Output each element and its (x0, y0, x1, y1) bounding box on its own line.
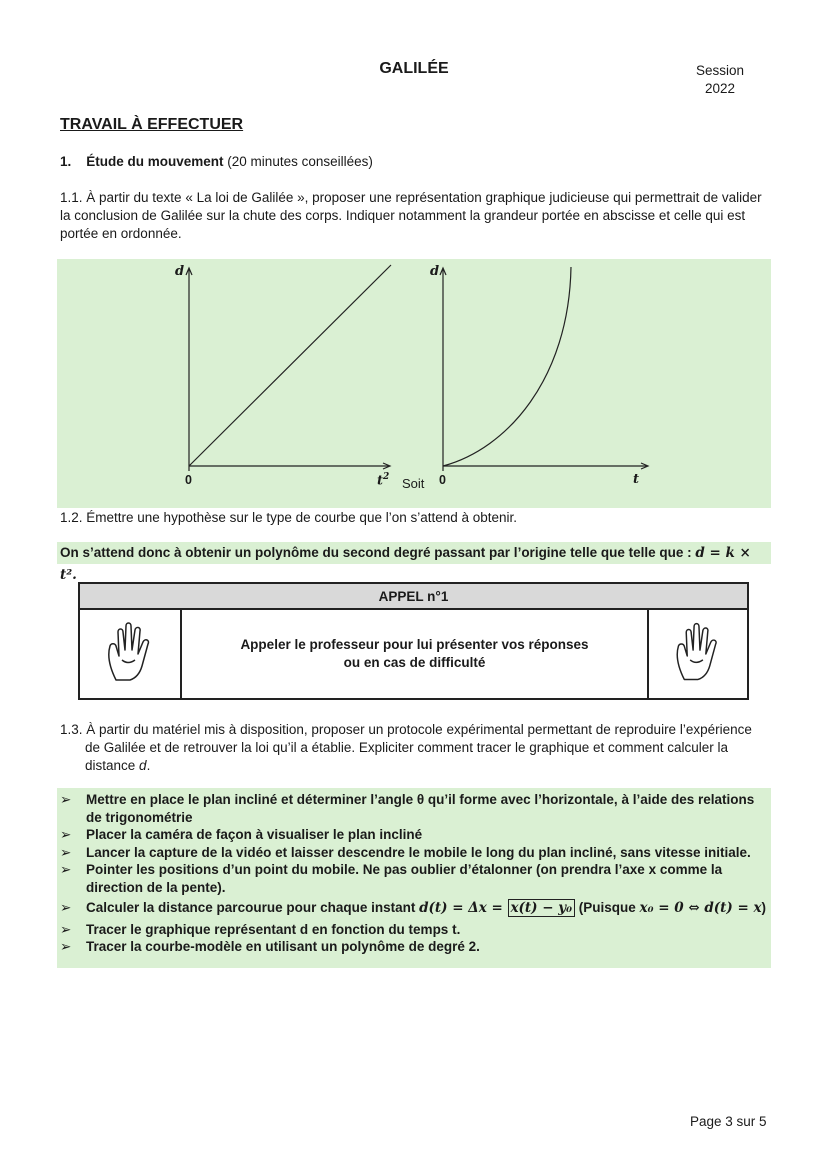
part1-title: Étude du mouvement (86, 154, 224, 169)
arrow-bullet-icon: ➢ (60, 844, 72, 860)
question-1-2: 1.2. Émettre une hypothèse sur le type de courbe que l’on s’attend à obtenir. (60, 510, 518, 525)
q13-line3 (60, 757, 772, 775)
document-title: GALILÉE (379, 60, 449, 77)
q13-line2: de Galilée et de retrouver la loi qu’il a établie. Expliciter comment tracer le graphique et comment calculer la (85, 740, 729, 755)
appel-message (180, 610, 649, 698)
graphs-panel (57, 259, 771, 508)
graph-left-xlabel (377, 472, 389, 488)
page-number: Page 3 sur 5 (690, 1114, 767, 1129)
appel-line2: ou en cas de difficulté (343, 655, 486, 670)
graph-left-ylabel: d (175, 264, 185, 279)
session-year: 2022 (704, 81, 736, 96)
q13-line3-text: distance (85, 758, 140, 773)
protocol-item5-formula2: x₀ = 0 ⇔ d(t) = x (639, 900, 762, 916)
q13-line1: 1.3. À partir du matériel mis à disposition, proposer un protocole expérimental permettant de reproduire l’expérience (60, 722, 752, 737)
protocol-item (60, 938, 768, 956)
protocol-item (60, 861, 768, 896)
appel-right-cell (649, 610, 747, 698)
arrow-bullet-icon: ➢ (60, 862, 72, 877)
question-1-1 (60, 189, 772, 243)
arrow-bullet-icon: ➢ (60, 921, 72, 937)
protocol-item5-text: Calculer la distance parcourue pour chaque instant (86, 900, 420, 915)
q11-line1: 1.1. À partir du texte « La loi de Galilée », proposer une représentation graphique judicieuse qui permettrait de valider (60, 190, 762, 205)
answer12-text: On s’attend donc à obtenir un polynôme du second degré passant par l’origine telle que telle que : (60, 545, 696, 560)
answer12-formula: d = k × t². (60, 545, 751, 583)
q11-line3: portée en ordonnée. (60, 226, 182, 241)
hand-icon (80, 610, 180, 698)
protocol-item (60, 921, 768, 939)
protocol-item1-line1: Mettre en place le plan incliné et déterminer l’angle θ qu’il forme avec l’horizontale, à l’aide des relations (86, 792, 755, 807)
protocol-item (60, 899, 768, 918)
question-1-3 (60, 721, 772, 775)
protocol-item1-line2: de trigonométrie (86, 809, 193, 825)
protocol-item3: Lancer la capture de la vidéo et laisser descendre le mobile le long du plan incliné, sans vitesse initiale. (86, 844, 751, 860)
q11-line2: la conclusion de Galilée sur la chute des corps. Indiquer notamment la grandeur portée en abscisse et celle qui est (60, 208, 746, 223)
arrow-bullet-icon: ➢ (60, 792, 72, 807)
arrow-bullet-icon: ➢ (60, 900, 72, 915)
graph-left-origin: 0 (185, 473, 192, 487)
graph-linear (186, 265, 391, 471)
protocol-item4-line2: direction de la pente). (86, 879, 226, 895)
protocol-item (60, 844, 768, 862)
arrow-bullet-icon: ➢ (60, 939, 72, 954)
part1-heading (60, 153, 373, 171)
graph-right-ylabel: d (430, 264, 440, 279)
graph-left-line (189, 265, 391, 466)
protocol-list (60, 791, 768, 956)
graph-left-xlabel-base: t (377, 473, 384, 489)
protocol-item6: Tracer le graphique représentant d en fonction du temps t. (86, 921, 461, 937)
protocol-item (60, 826, 768, 844)
protocol-item5-text3: ) (761, 900, 767, 915)
protocol-item2: Placer la caméra de façon à visualiser le plan incliné (86, 827, 423, 842)
protocol-item7: Tracer la courbe-modèle en utilisant un polynôme de degré 2. (86, 939, 480, 954)
appel-title: APPEL n°1 (80, 584, 747, 610)
appel-box (78, 582, 749, 700)
session-word: Session (695, 63, 745, 78)
answer-1-2 (57, 542, 771, 583)
graph-parabola (440, 267, 648, 471)
graph-right-origin: 0 (439, 473, 446, 487)
part1-number: 1. (60, 154, 72, 169)
arrow-bullet-icon: ➢ (60, 827, 72, 842)
appel-line1: Appeler le professeur pour lui présenter vos réponses (240, 637, 589, 652)
protocol-item4-line1: Pointer les positions d’un point du mobile. Ne pas oublier d’étalonner (on prendra l’axe x comme la (86, 862, 723, 877)
hand-icon (649, 610, 747, 698)
graphs-svg (57, 259, 771, 508)
part1-subtitle: (20 minutes conseillées) (223, 154, 373, 169)
protocol-item5-formula: d(t) = Δx = (419, 900, 508, 916)
q13-line3-end: . (146, 758, 151, 773)
protocol-panel (57, 788, 771, 968)
protocol-item5-boxed: x(t) − y₀ (508, 899, 576, 917)
session-label (680, 62, 760, 98)
soit-label: Soit (402, 476, 425, 491)
graph-right-curve (443, 267, 571, 466)
section-title: TRAVAIL À EFFECTUER (60, 116, 244, 133)
appel-left-cell (80, 610, 180, 698)
protocol-item5-text2: (Puisque (575, 900, 640, 915)
graph-left-xlabel-exp: 2 (383, 472, 390, 482)
graph-right-xlabel: t (633, 472, 640, 487)
q13-line3-var: d (139, 758, 147, 773)
protocol-item (60, 791, 768, 826)
